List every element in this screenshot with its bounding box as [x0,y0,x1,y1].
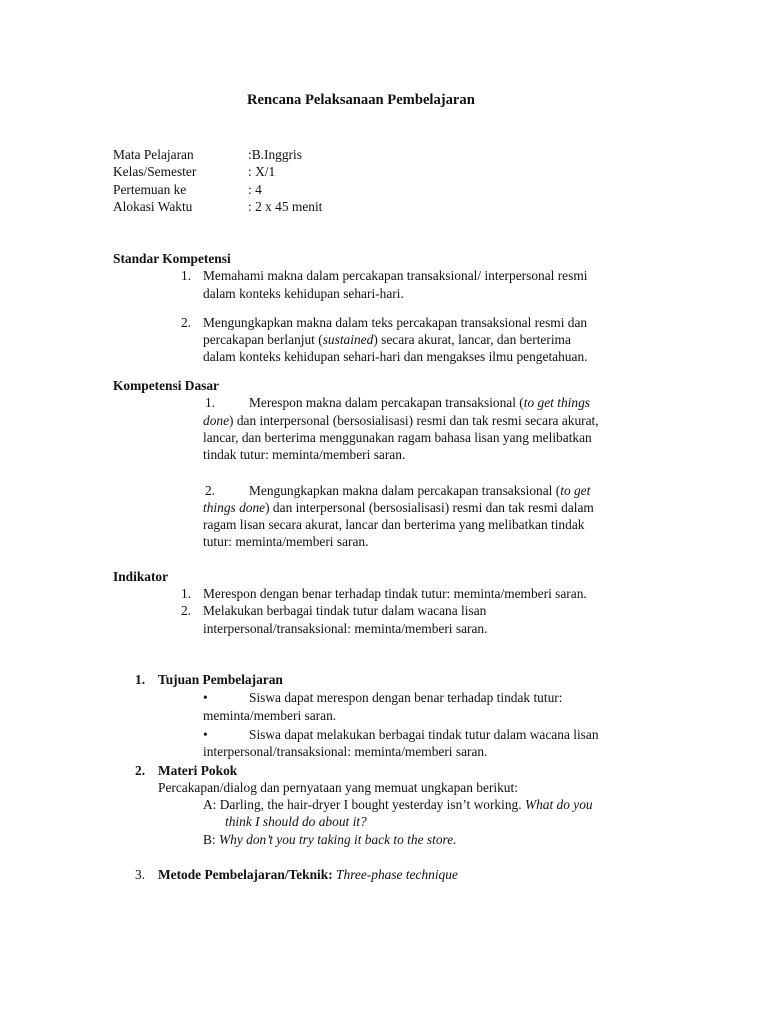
italic-text: Three-phase technique [336,867,458,882]
bullet-icon: • [203,690,208,705]
info-value: : 2 x 45 menit [248,199,323,214]
info-label: Kelas/Semester [113,164,197,179]
section-number: 3. [135,867,146,882]
list-item-line [249,394,590,412]
speaker-label: A: [203,797,217,812]
section-heading: Tujuan Pembelajaran [158,672,283,687]
text: Mengungkapkan makna dalam percakapan transaksional ( [249,483,561,498]
list-item-text: Mengungkapkan makna dalam teks percakapan transaksional resmi dan [203,315,588,330]
page-title: Rencana Pelaksanaan Pembelajaran [247,92,475,108]
list-item-text: ragam lisan secara akurat, lancar dan berterima yang melibatkan tindak [203,517,585,532]
list-item-text: tindak tutur: meminta/memberi saran. [203,447,406,462]
section-heading: Materi Pokok [158,763,238,778]
info-value: : 4 [248,182,262,197]
italic-text: things done [203,500,266,515]
dialog-text: Why don’t you try taking it back to the store. [219,832,457,847]
italic-text: What do you [524,797,593,812]
dialog-line-b [203,831,457,849]
list-item-text: Siswa dapat merespon dengan benar terhadap tindak tutur: [249,690,563,705]
text: percakapan berlanjut ( [203,332,323,347]
list-item-text: interpersonal/transaksional: meminta/memberi saran. [203,744,488,759]
list-number: 2. [181,603,192,618]
info-label: Alokasi Waktu [113,199,193,214]
section-number: 1. [135,672,146,687]
dialog-line-a [203,796,593,814]
text: ) dan interpersonal (bersosialisasi) resmi dan tak resmi dalam [265,500,594,515]
bullet-icon: • [203,727,208,742]
italic-text: to get [560,483,591,498]
paragraph: Percakapan/dialog dan pernyataan yang memuat ungkapan berikut: [158,780,518,795]
section-line [158,866,458,884]
section-heading: Metode Pembelajaran/Teknik: [158,867,333,882]
info-label: Mata Pelajaran [113,147,194,162]
list-number: 2. [181,315,192,330]
list-number: 1. [205,395,216,410]
list-item-line [203,499,594,517]
italic-text: to get things [523,395,590,410]
list-item-text: Merespon dengan benar terhadap tindak tutur: meminta/memberi saran. [203,586,587,601]
section-heading: Kompetensi Dasar [113,378,220,393]
list-number: 1. [181,586,192,601]
info-value: :B.Inggris [248,147,302,162]
info-label: Pertemuan ke [113,182,187,197]
text: Merespon makna dalam percakapan transaksional ( [249,395,524,410]
dialog-text: think I should do about it? [225,814,367,829]
list-item-text: Melakukan berbagai tindak tutur dalam wacana lisan [203,603,487,618]
list-item-text: dalam konteks kehidupan sehari-hari. [203,286,404,301]
list-item-line [249,482,590,500]
list-item-line [203,412,599,430]
section-number: 2. [135,763,146,778]
speaker-label: B: [203,832,216,847]
list-item-text: tutur: meminta/memberi saran. [203,534,369,549]
list-number: 1. [181,268,192,283]
info-value: : X/1 [248,164,276,179]
list-item-text: meminta/memberi saran. [203,708,337,723]
list-item-text: interpersonal/transaksional: meminta/memberi saran. [203,621,488,636]
italic-text: done [203,413,230,428]
list-item-text: lancar, dan berterima menggunakan ragam bahasa lisan yang melibatkan [203,430,592,445]
list-item-text: dalam konteks kehidupan sehari-hari dan mengakses ilmu pengetahuan. [203,349,588,364]
text: ) secara akurat, lancar, dan berterima [373,332,571,347]
list-item-text: Siswa dapat melakukan berbagai tindak tutur dalam wacana lisan [249,727,599,742]
section-heading: Indikator [113,569,169,584]
list-item-text: Memahami makna dalam percakapan transaksional/ interpersonal resmi [203,268,588,283]
section-heading: Standar Kompetensi [113,251,231,266]
italic-text: sustained [322,332,374,347]
text: ) dan interpersonal (bersosialisasi) resmi dan tak resmi secara akurat, [229,413,599,428]
list-item-line [203,331,571,349]
dialog-text: Darling, the hair-dryer I bought yesterday isn’t working. [219,797,522,812]
list-number: 2. [205,483,216,498]
